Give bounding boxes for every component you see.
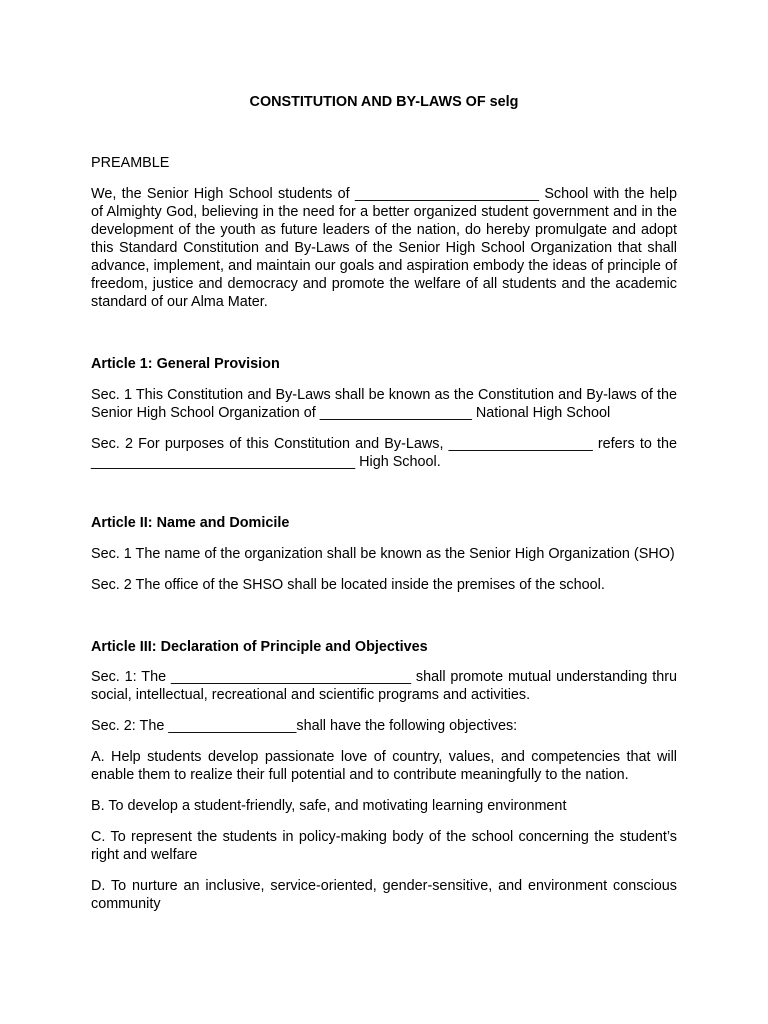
- document-page: [91, 93, 677, 913]
- article-3-heading: Article III: Declaration of Principle and Objectives: [91, 639, 428, 655]
- article-3-sec-1: Sec. 1: The ______________________________ shall promote mutual understanding thru social, intellectual, recreational and scientific programs and activities.: [91, 669, 677, 703]
- objective-c: C. To represent the students in policy-making body of the school concerning the student’s right and welfare: [91, 829, 677, 863]
- article-1-sec-2: Sec. 2 For purposes of this Constitution and By-Laws, __________________ refers to the _________________________________ High School.: [91, 436, 677, 470]
- document-title: CONSTITUTION AND BY-LAWS OF selg: [249, 94, 519, 110]
- objective-b: B. To develop a student-friendly, safe, and motivating learning environment: [91, 798, 567, 814]
- objective-a: A. Help students develop passionate love of country, values, and competencies that will enable them to realize their full potential and to contribute meaningfully to the nation.: [91, 749, 677, 783]
- article-3-sec-2: Sec. 2: The ________________shall have the following objectives:: [91, 718, 518, 734]
- article-2-heading: Article II: Name and Domicile: [91, 515, 290, 531]
- article-1-sec-1: Sec. 1 This Constitution and By-Laws shall be known as the Constitution and By-laws of the Senior High School Organization of ___________________ National High School: [91, 387, 677, 421]
- preamble-heading: PREAMBLE: [91, 155, 170, 171]
- objective-d: D. To nurture an inclusive, service-oriented, gender-sensitive, and environment conscious community: [91, 878, 677, 912]
- article-2-sec-1: Sec. 1 The name of the organization shall be known as the Senior High Organization (SHO): [91, 546, 675, 562]
- preamble-text: We, the Senior High School students of _______________________ School with the help of Almighty God, believing in the need for a better organized student government and in the development of the youth as future leaders of the nation, do hereby promulgate and adopt this Standard Constitution and By-Laws of the Senior High School Organization that shall advance, implement, and maintain our goals and aspiration embody the ideas of principle of freedom, justice and democracy and promote the welfare of all students and the academic standard of our Alma Mater.: [91, 186, 677, 310]
- article-2-sec-2: Sec. 2 The office of the SHSO shall be located inside the premises of the school.: [91, 577, 605, 593]
- article-1-heading: Article 1: General Provision: [91, 356, 280, 372]
